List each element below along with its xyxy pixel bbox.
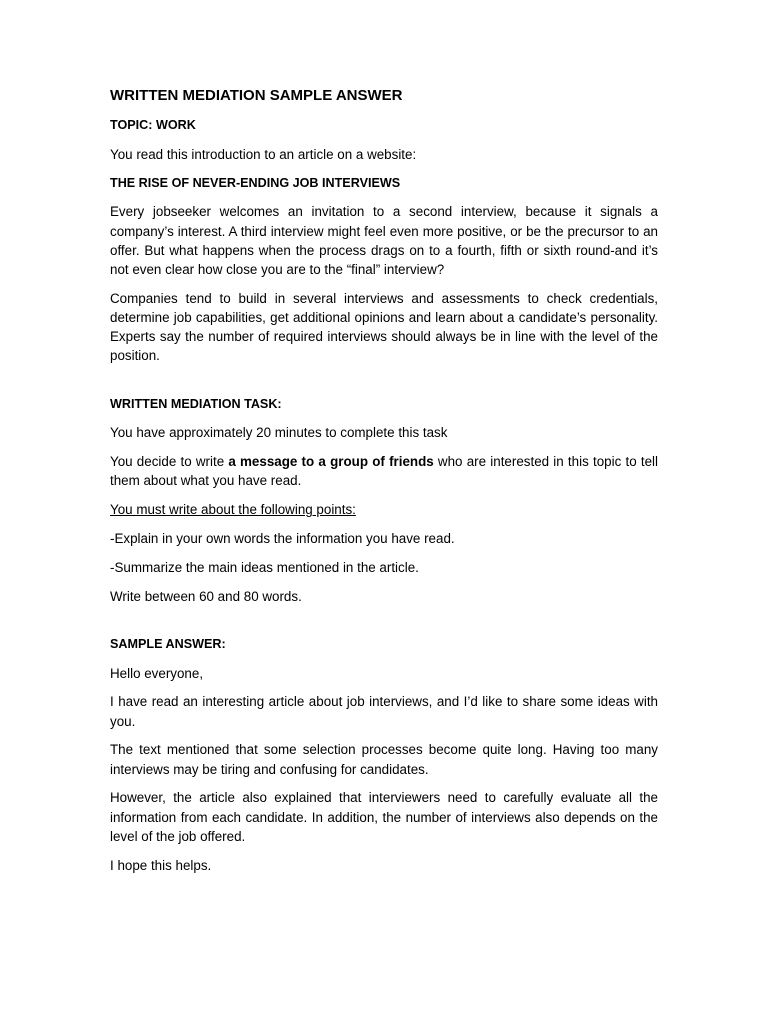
article-title: THE RISE OF NEVER-ENDING JOB INTERVIEWS [110, 175, 401, 190]
task-instruction [110, 452, 658, 490]
document-content [110, 86, 658, 884]
task-instruction-start: You decide to write [110, 454, 229, 470]
task-time-note: You have approximately 20 minutes to complete this task [110, 425, 448, 441]
intro-line: You read this introduction to an article on a website: [110, 146, 417, 162]
sample-paragraph-1: I have read an interesting article about job interviews, and I’d like to share some ideas with you. [110, 694, 658, 729]
task-heading: WRITTEN MEDIATION TASK: [110, 396, 282, 411]
sample-closing: I hope this helps. [110, 857, 212, 873]
task-point-2: -Summarize the main ideas mentioned in the article. [110, 559, 419, 575]
task-word-limit: Write between 60 and 80 words. [110, 588, 302, 604]
task-point-1: -Explain in your own words the information you have read. [110, 531, 455, 546]
sample-paragraph-3: However, the article also explained that interviewers need to carefully evaluate all the information from each candidate. In addition, the number of interviews also depends on the level of the job offered. [110, 790, 658, 844]
sample-heading: SAMPLE ANSWER: [110, 636, 226, 651]
document-title: WRITTEN MEDIATION SAMPLE ANSWER [110, 87, 403, 104]
task-instruction-emphasis: a message to a group of friends [228, 454, 434, 470]
article-paragraph-1: Every jobseeker welcomes an invitation to a second interview, because it signals a company’s interest. A third interview might feel even more positive, or be the precursor to an offer. But what happens when the process drags on to a fourth, fifth or sixth round-and it’s not even clear how close you are to the “final” interview? [110, 204, 658, 277]
sample-greeting: Hello everyone, [110, 665, 204, 681]
article-paragraph-2: Companies tend to build in several interviews and assessments to check credentials, determine job capabilities, get additional opinions and learn about a candidate’s personality. Experts say the number of required interviews should always be in line with the level of the position. [110, 290, 658, 364]
sample-paragraph-2: The text mentioned that some selection processes become quite long. Having too many interviews may be tiring and confusing for candidates. [110, 742, 658, 777]
topic-heading: TOPIC: WORK [110, 118, 196, 132]
task-points-heading: You must write about the following points: [110, 502, 356, 518]
task-instruction-end: who are interested in this topic to tell them about what you have read. [110, 454, 658, 489]
